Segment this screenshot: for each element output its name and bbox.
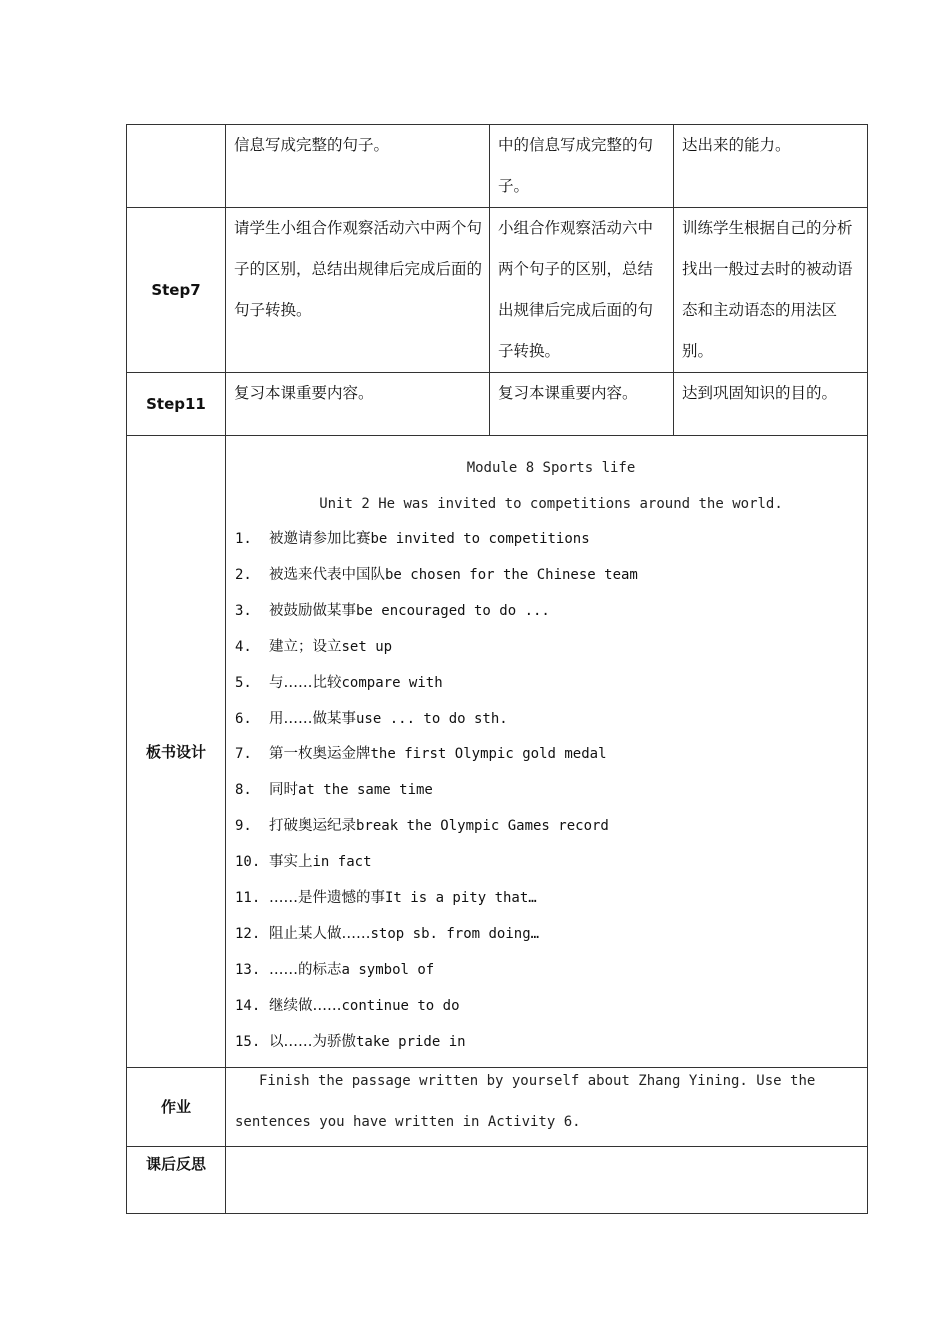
student-activity-cell	[490, 373, 674, 436]
phrase-english: break the Olympic Games record	[356, 818, 609, 835]
phrase-chinese: 被鼓励做某事	[269, 602, 356, 619]
board-design-row	[127, 436, 868, 1068]
student-activity-text: 复习本课重要内容。	[498, 384, 638, 402]
phrase-chinese: 同时	[269, 782, 298, 799]
phrase-english: be invited to competitions	[370, 531, 590, 547]
list-item	[235, 881, 867, 917]
item-number: 7.	[235, 746, 252, 763]
purpose-text: 达出来的能力。	[682, 136, 791, 154]
step-label	[127, 125, 226, 208]
reflection-content	[226, 1146, 868, 1213]
item-number: 9.	[235, 818, 252, 835]
list-item	[235, 558, 867, 594]
step-label: Step11	[127, 373, 226, 436]
student-activity-text: 小组合作观察活动六中两个句子的区别，总结出规律后完成后面的句子转换。	[498, 219, 654, 360]
list-item	[235, 594, 867, 630]
list-item	[235, 737, 867, 773]
list-item	[235, 522, 867, 558]
phrase-chinese: 打破奥运纪录	[269, 818, 356, 835]
teacher-activity-text: 信息写成完整的句子。	[234, 136, 390, 154]
phrase-chinese: 继续做……	[269, 997, 342, 1014]
phrase-english: compare with	[341, 674, 443, 691]
phrase-chinese: 以……为骄傲	[269, 1033, 356, 1050]
student-activity-cell	[490, 125, 674, 208]
list-item	[235, 809, 867, 845]
item-number: 12.	[235, 925, 261, 942]
item-number: 13.	[235, 961, 261, 978]
list-item	[235, 630, 867, 666]
phrase-chinese: 第一枚奥运金牌	[269, 746, 371, 763]
phrase-english: the first Olympic gold medal	[370, 746, 607, 763]
reflection-row	[127, 1146, 868, 1213]
student-activity-text: 中的信息写成完整的句子。	[498, 136, 654, 195]
teacher-activity-cell	[226, 373, 490, 436]
item-number: 15.	[235, 1033, 261, 1050]
phrase-chinese: 建立；设立	[269, 638, 342, 655]
item-number: 14.	[235, 997, 261, 1014]
phrase-english: It is a pity that…	[385, 890, 537, 907]
phrase-chinese: 被邀请参加比赛	[269, 531, 371, 547]
phrase-english: a symbol of	[341, 961, 435, 978]
phrase-chinese: 阻止某人做……	[269, 925, 371, 942]
table-row	[127, 125, 868, 208]
teacher-activity-cell	[226, 125, 490, 208]
homework-content	[226, 1067, 868, 1146]
list-item	[235, 989, 867, 1025]
phrase-chinese: 用……做某事	[269, 710, 356, 727]
board-design-content	[226, 436, 868, 1068]
item-number: 2.	[235, 566, 252, 583]
teacher-activity-text: 请学生小组合作观察活动六中两个句子的区别，总结出规律后完成后面的句子转换。	[234, 219, 483, 319]
lesson-plan-table	[126, 124, 868, 1214]
list-item	[235, 702, 867, 738]
phrase-english: in fact	[312, 854, 372, 871]
item-number: 1.	[235, 531, 252, 547]
item-number: 11.	[235, 890, 261, 907]
phrase-english: use ... to do sth.	[356, 710, 508, 727]
phrase-chinese: 事实上	[269, 854, 313, 871]
list-item	[235, 953, 867, 989]
item-number: 10.	[235, 854, 261, 871]
board-subtitle: Unit 2 He was invited to competitions around the world.	[319, 496, 783, 512]
phrase-chinese: 与……比较	[269, 674, 342, 691]
item-number: 8.	[235, 782, 252, 799]
homework-label: 作业	[127, 1067, 226, 1146]
board-title: Module 8 Sports life	[466, 460, 636, 476]
homework-row	[127, 1067, 868, 1146]
purpose-text: 达到巩固知识的目的。	[682, 384, 838, 402]
phrase-english: take pride in	[356, 1033, 466, 1050]
purpose-cell	[674, 208, 868, 373]
purpose-cell	[674, 373, 868, 436]
phrase-chinese: 被选来代表中国队	[269, 566, 385, 583]
list-item	[235, 773, 867, 809]
phrase-english: stop sb. from doing…	[370, 925, 540, 942]
phrase-list	[235, 522, 867, 1061]
phrase-english: be encouraged to do ...	[356, 602, 550, 619]
item-number: 6.	[235, 710, 252, 727]
board-design-label: 板书设计	[127, 436, 226, 1068]
item-number: 3.	[235, 602, 252, 619]
item-number: 5.	[235, 674, 252, 691]
phrase-chinese: ……的标志	[269, 961, 342, 978]
student-activity-cell	[490, 208, 674, 373]
phrase-english: set up	[341, 638, 393, 655]
phrase-english: at the same time	[298, 782, 433, 799]
item-number: 4.	[235, 638, 252, 655]
purpose-cell	[674, 125, 868, 208]
phrase-english: continue to do	[341, 997, 460, 1014]
purpose-text: 训练学生根据自己的分析找出一般过去时的被动语态和主动语态的用法区别。	[682, 219, 853, 360]
homework-text: Finish the passage written by yourself about Zhang Yining. Use the sentences you have written in Activity 6.	[235, 1072, 816, 1130]
list-item	[235, 666, 867, 702]
phrase-chinese: ……是件遗憾的事	[269, 890, 385, 907]
table-row	[127, 373, 868, 436]
list-item	[235, 917, 867, 953]
table-row	[127, 208, 868, 373]
step-label: Step7	[127, 208, 226, 373]
reflection-label: 课后反思	[127, 1146, 226, 1213]
teacher-activity-cell	[226, 208, 490, 373]
list-item	[235, 1025, 867, 1061]
list-item	[235, 845, 867, 881]
teacher-activity-text: 复习本课重要内容。	[234, 384, 374, 402]
phrase-english: be chosen for the Chinese team	[385, 566, 638, 583]
